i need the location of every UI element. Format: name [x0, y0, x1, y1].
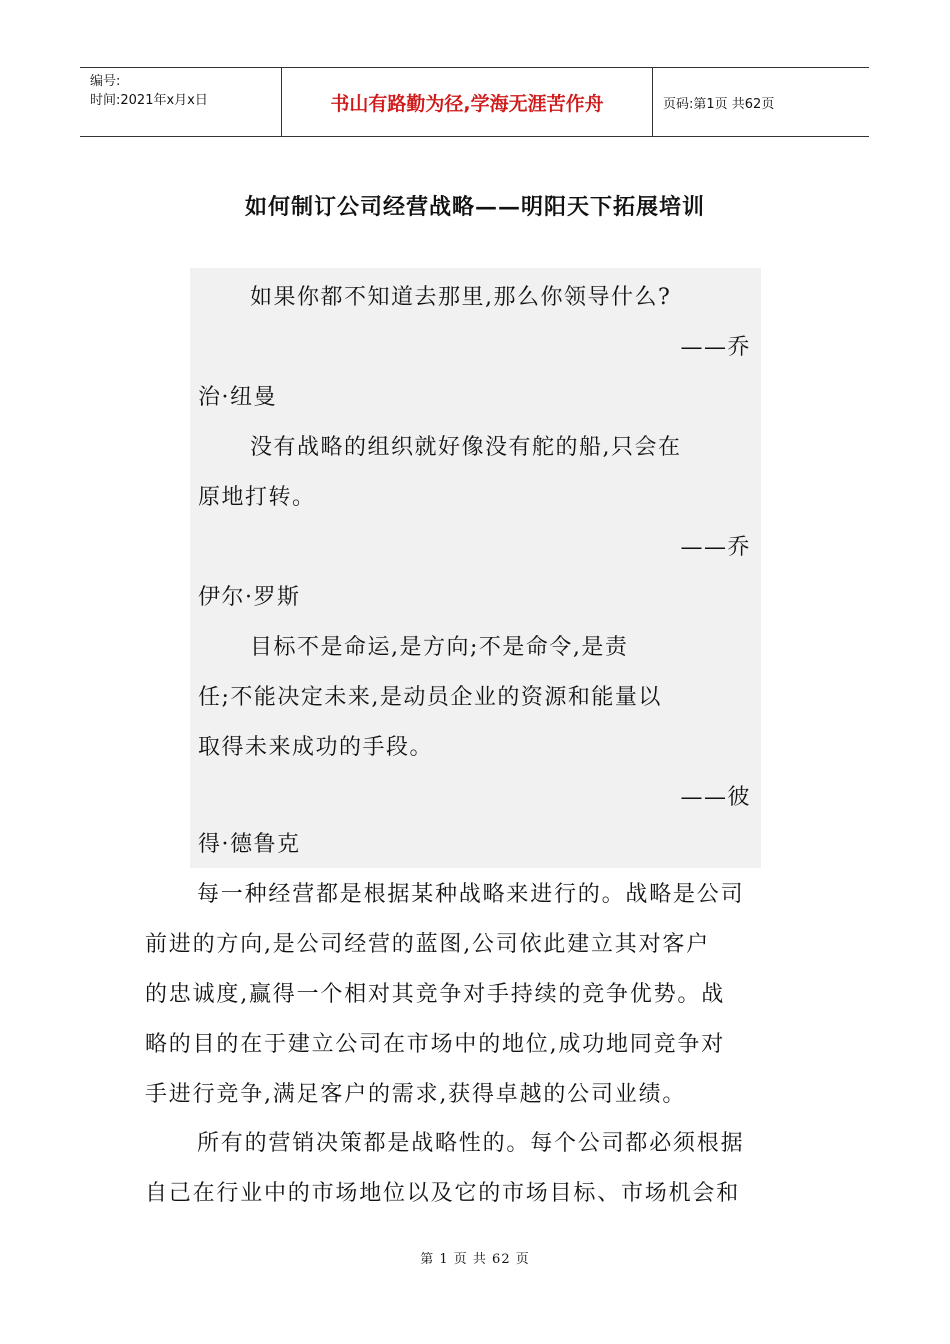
body-paragraph-1-line-1: 每一种经营都是根据某种战略来进行的。战略是公司: [197, 882, 745, 907]
number-label: 编号:: [90, 74, 121, 89]
quote-3-attribution-b: 得·德鲁克: [198, 832, 301, 857]
quote-2-text-b: 原地打转。: [198, 485, 316, 510]
body-paragraph-1-line-5: 手进行竞争,满足客户的需求,获得卓越的公司业绩。: [145, 1082, 687, 1107]
quote-box: [190, 268, 761, 868]
quote-2-attribution-a: ——乔: [680, 535, 751, 560]
quote-3-text-c: 取得未来成功的手段。: [198, 735, 434, 760]
quote-2-text-a: 没有战略的组织就好像没有舵的船,只会在: [250, 435, 682, 460]
quote-1-attribution-b: 治·纽曼: [198, 385, 277, 410]
quote-1-text: 如果你都不知道去那里,那么你领导什么?: [250, 285, 672, 310]
quote-1-attribution-a: ——乔: [680, 335, 751, 360]
body-paragraph-1-line-3: 的忠诚度,赢得一个相对其竞争对手持续的竞争优势。战: [145, 982, 725, 1007]
body-paragraph-2-line-1: 所有的营销决策都是战略性的。每个公司都必须根据: [197, 1131, 745, 1156]
body-paragraph-1-line-4: 略的目的在于建立公司在市场中的地位,成功地同竞争对: [145, 1032, 725, 1057]
page-info-text: 页码:第1页 共62页: [663, 96, 775, 112]
quote-3-text-b: 任;不能决定未来,是动员企业的资源和能量以: [198, 685, 662, 710]
body-paragraph-1-line-2: 前进的方向,是公司经营的蓝图,公司依此建立其对客户: [145, 932, 710, 957]
quote-3-text-a: 目标不是命运,是方向;不是命令,是责: [250, 635, 629, 660]
body-paragraph-2-line-2: 自己在行业中的市场地位以及它的市场目标、市场机会和: [145, 1181, 741, 1206]
header-page-info: [653, 68, 869, 136]
document-header: [80, 67, 869, 137]
page-footer: 第 1 页 共 62 页: [420, 1252, 530, 1267]
quote-3-attribution-a: ——彼: [680, 785, 751, 810]
quote-2-attribution-b: 伊尔·罗斯: [198, 585, 301, 610]
motto-text: 书山有路勤为径,学海无涯苦作舟: [330, 92, 604, 115]
header-meta: [80, 68, 281, 136]
time-label: 时间:2021年x月x日: [90, 93, 208, 108]
header-motto: [281, 68, 653, 136]
document-title: 如何制订公司经营战略——明阳天下拓展培训: [244, 194, 705, 220]
